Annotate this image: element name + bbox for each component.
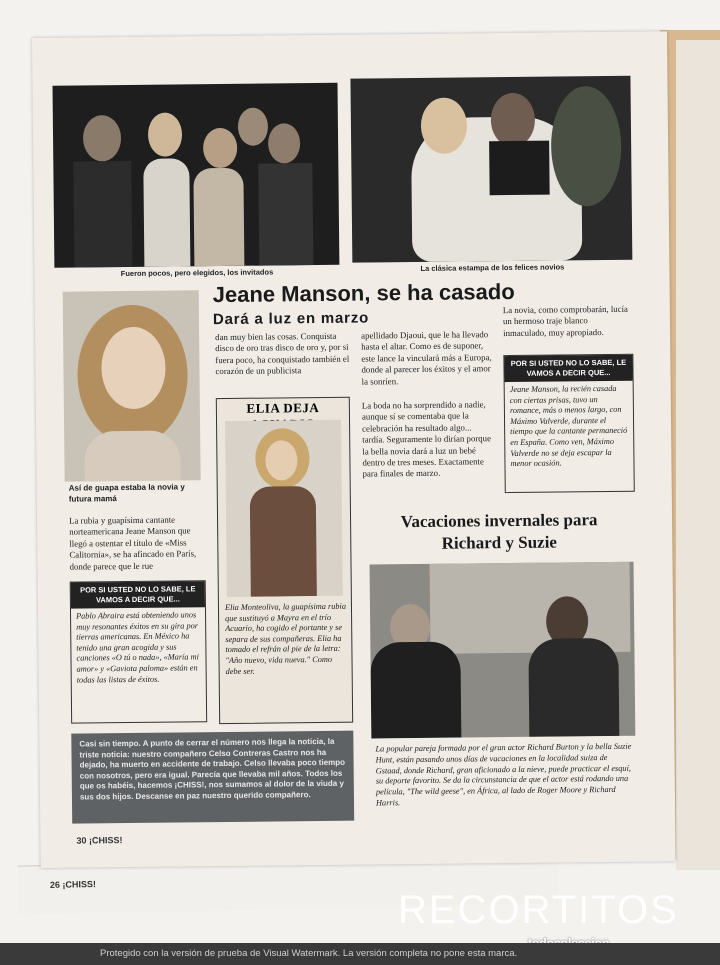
article1-headline: Jeane Manson, se ha casado (212, 278, 515, 308)
article1-col-right1: apellidado Djaoui, que le ha llevado hasta el altar. Como es de suponer, este lance la vinculará más a Europa, donde al parecer los éxitos y el amor la sonríen. (361, 329, 492, 387)
couple-caption: La clásica estampa de los felices novios (420, 262, 565, 273)
watermark-footer-text: Protegido con la versión de prueba de Visual Watermark. La versión completa no pone esta marca. (100, 948, 518, 959)
article1-col-mid: dan muy bien las cosas. Conquista disco de oro tras disco de oro y, por si fuera poco, ha conquistado también el corazón de un publicista (215, 330, 350, 377)
right-page-sheet (676, 40, 720, 870)
article1-col-far: La novia, como comprobarán, lucía un hermoso traje blanco inmaculado, muy apropiado. (502, 303, 628, 338)
article1-subheadline: Dará a luz en marzo (212, 309, 370, 329)
couple-photo (350, 76, 632, 263)
article2-headline-line1: Vacaciones invernales para (400, 510, 598, 532)
box-abraira (70, 580, 207, 723)
elia-photo (225, 420, 343, 597)
article2-caption: La popular pareja formada por el gran actor Richard Burton y la bella Suzie Hunt, están pasando unos días de vacaciones en la localidad suiza de Gstaad, donde Richard, gran aficionado a la nieve, puede practicar el esquí, su deporte favorito. Se da la circunstancia de que el actor está rodando una película, "The wild geese", en África, al lado de Roger Moore y Richard Harris. (375, 741, 632, 808)
portrait-photo (63, 290, 201, 481)
watermark-text: RECORTITOS (398, 888, 679, 932)
guests-caption: Fueron pocos, pero elegidos, los invitados (120, 267, 274, 279)
box-manson-head: POR SI USTED NO LO SABE, LE VAMOS A DECIR QUE... (504, 355, 632, 382)
obituary-block: Casi sin tiempo. A punto de cerrar el número nos llega la noticia, la triste noticia: nuestro compañero Celso Contreras Castro nos ha dejado, ha muerto en accidente de trabajo. Celso llevaba poco tiempo con nosotros, pero era igual. Parecía que llevaba mil años. Todos los que os habéis, hacemos ¡CHISS!, nos sumamos al dolor de la viuda y sus dos hijos. Descanse en paz nuestro querido compañero. (71, 731, 354, 824)
box-manson (503, 354, 634, 493)
watermark-footer-bar (0, 943, 720, 965)
guests-photo (53, 83, 340, 268)
elia-title: ELIA DEJA (246, 400, 320, 416)
box-elia (216, 397, 353, 724)
article1-col-left: La rubia y guapísima cantante norteamericana Jeane Manson que llegó a ostentar el título de «Miss Calitornia», se ha afincado en París, donde parece que le rue (69, 514, 197, 572)
box-manson-text: Jeane Manson, la recién casada con ciertas prisas, tuvo un romance, más o menos largo, con Máximo Valverde, durante el tiempo que la cantante permaneció en España. Como ven, Máximo Valverde no se deja escapar la menor ocasión. (509, 383, 628, 469)
portrait-caption: Así de guapa estaba la novia y futura mamá (68, 482, 185, 504)
under-page-footer: 26 ¡CHISS! (49, 879, 97, 890)
burton-photo (370, 562, 636, 739)
page-footer: 30 ¡CHISS! (76, 835, 123, 846)
article1-col-right2: La boda no ha sorprendido a nadie, aunque sí se comentaba que la celebración ha resultado algo... tardía. Seguramente lo dirían porque la bella novia dará a luz un bebé dentro de tres meses. Exactamente para finales de marzo. (361, 399, 492, 479)
box-abraira-text: Pablo Abraira está obteniendo unos muy resonantes éxitos en su gira por tierras americanas. En México ha tenido una gran acogida y sus canciones «O tú o nada», «María mi amor» y «Gaviota paloma» están en todas las listas de éxitos. (76, 610, 199, 685)
elia-text: Elia Monteoliva, la guapísima rubia que sustituyó a Mayra en el trío Acuario, ha cogido el portante y se separa de sus compañeras. Elia ha tomado el refrán al pie de la letra: "Año nuevo, vida nueva." Como debe ser. (224, 601, 347, 676)
article2-headline-line2: Richard y Suzie (441, 532, 558, 553)
magazine-page (32, 31, 676, 868)
box-abraira-head: POR SI USTED NO LO SABE, LE VAMOS A DECIR QUE... (71, 581, 205, 608)
